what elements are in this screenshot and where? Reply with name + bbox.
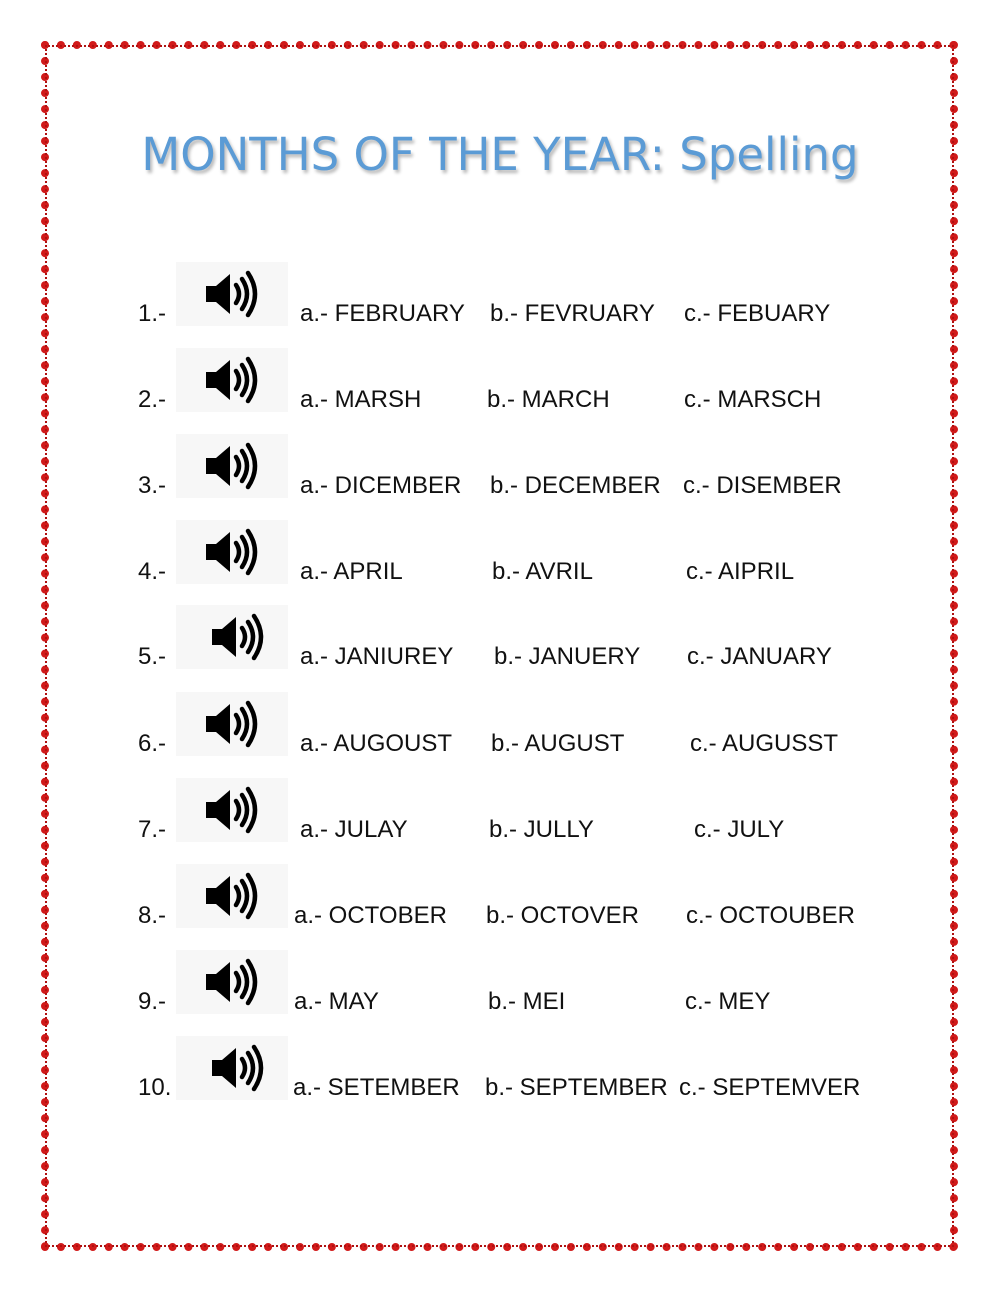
audio-play-button[interactable] bbox=[176, 520, 288, 584]
question-number: 3.- bbox=[138, 472, 167, 499]
answer-option-c[interactable]: c.- JANUARY bbox=[687, 643, 832, 670]
question-row bbox=[0, 520, 1000, 590]
answer-option-a[interactable]: a.- SETEMBER bbox=[293, 1074, 460, 1101]
answer-option-b[interactable]: b.- MEI bbox=[488, 988, 566, 1015]
question-row bbox=[0, 778, 1000, 848]
speaker-volume-icon bbox=[204, 528, 260, 576]
answer-option-a[interactable]: a.- AUGOUST bbox=[300, 730, 453, 757]
question-row bbox=[0, 434, 1000, 504]
question-number: 7.- bbox=[138, 816, 167, 843]
audio-play-button[interactable] bbox=[176, 605, 288, 669]
answer-option-a[interactable]: a.- JANIUREY bbox=[300, 643, 454, 670]
question-row bbox=[0, 1036, 1000, 1106]
speaker-volume-icon bbox=[204, 872, 260, 920]
answer-option-c[interactable]: c.- MARSCH bbox=[684, 386, 822, 413]
speaker-volume-icon bbox=[204, 786, 260, 834]
question-number: 5.- bbox=[138, 643, 167, 670]
answer-option-b[interactable]: b.- OCTOVER bbox=[486, 902, 639, 929]
answer-option-b[interactable]: b.- FEVRUARY bbox=[490, 300, 655, 327]
question-number: 8.- bbox=[138, 902, 167, 929]
question-row bbox=[0, 262, 1000, 332]
question-number: 9.- bbox=[138, 988, 167, 1015]
question-row bbox=[0, 692, 1000, 762]
speaker-volume-icon bbox=[204, 270, 260, 318]
answer-option-c[interactable]: c.- OCTOUBER bbox=[686, 902, 855, 929]
audio-play-button[interactable] bbox=[176, 950, 288, 1014]
question-number: 4.- bbox=[138, 558, 167, 585]
audio-play-button[interactable] bbox=[176, 348, 288, 412]
speaker-volume-icon bbox=[204, 442, 260, 490]
answer-option-a[interactable]: a.- MAY bbox=[294, 988, 379, 1015]
audio-play-button[interactable] bbox=[176, 262, 288, 326]
answer-option-a[interactable]: a.- OCTOBER bbox=[294, 902, 447, 929]
answer-option-b[interactable]: b.- JULLY bbox=[489, 816, 594, 843]
answer-option-a[interactable]: a.- DICEMBER bbox=[300, 472, 462, 499]
question-row bbox=[0, 864, 1000, 934]
answer-option-a[interactable]: a.- MARSH bbox=[300, 386, 422, 413]
question-row bbox=[0, 950, 1000, 1020]
answer-option-c[interactable]: c.- SEPTEMVER bbox=[679, 1074, 861, 1101]
answer-option-c[interactable]: c.- MEY bbox=[685, 988, 771, 1015]
question-row bbox=[0, 348, 1000, 418]
answer-option-b[interactable]: b.- DECEMBER bbox=[490, 472, 661, 499]
page-title: MONTHS OF THE YEAR: Spelling bbox=[141, 128, 859, 181]
audio-play-button[interactable] bbox=[176, 778, 288, 842]
question-row bbox=[0, 605, 1000, 675]
speaker-volume-icon bbox=[204, 700, 260, 748]
answer-option-c[interactable]: c.- FEBUARY bbox=[684, 300, 831, 327]
audio-play-button[interactable] bbox=[176, 864, 288, 928]
answer-option-b[interactable]: b.- SEPTEMBER bbox=[485, 1074, 668, 1101]
question-number: 2.- bbox=[138, 386, 167, 413]
answer-option-c[interactable]: c.- JULY bbox=[694, 816, 785, 843]
answer-option-c[interactable]: c.- AIPRIL bbox=[686, 558, 795, 585]
answer-option-c[interactable]: c.- AUGUSST bbox=[690, 730, 839, 757]
speaker-volume-icon bbox=[204, 356, 260, 404]
answer-option-b[interactable]: b.- AUGUST bbox=[491, 730, 625, 757]
answer-option-b[interactable]: b.- JANUERY bbox=[494, 643, 641, 670]
speaker-volume-icon bbox=[210, 613, 266, 661]
answer-option-a[interactable]: a.- APRIL bbox=[300, 558, 403, 585]
answer-option-a[interactable]: a.- FEBRUARY bbox=[300, 300, 465, 327]
question-number: 1.- bbox=[138, 300, 167, 327]
question-number: 10. bbox=[138, 1074, 172, 1101]
audio-play-button[interactable] bbox=[176, 692, 288, 756]
audio-play-button[interactable] bbox=[176, 434, 288, 498]
answer-option-b[interactable]: b.- MARCH bbox=[487, 386, 610, 413]
audio-play-button[interactable] bbox=[176, 1036, 288, 1100]
speaker-volume-icon bbox=[204, 958, 260, 1006]
answer-option-c[interactable]: c.- DISEMBER bbox=[683, 472, 842, 499]
answer-option-a[interactable]: a.- JULAY bbox=[300, 816, 408, 843]
answer-option-b[interactable]: b.- AVRIL bbox=[492, 558, 593, 585]
question-number: 6.- bbox=[138, 730, 167, 757]
speaker-volume-icon bbox=[210, 1044, 266, 1092]
